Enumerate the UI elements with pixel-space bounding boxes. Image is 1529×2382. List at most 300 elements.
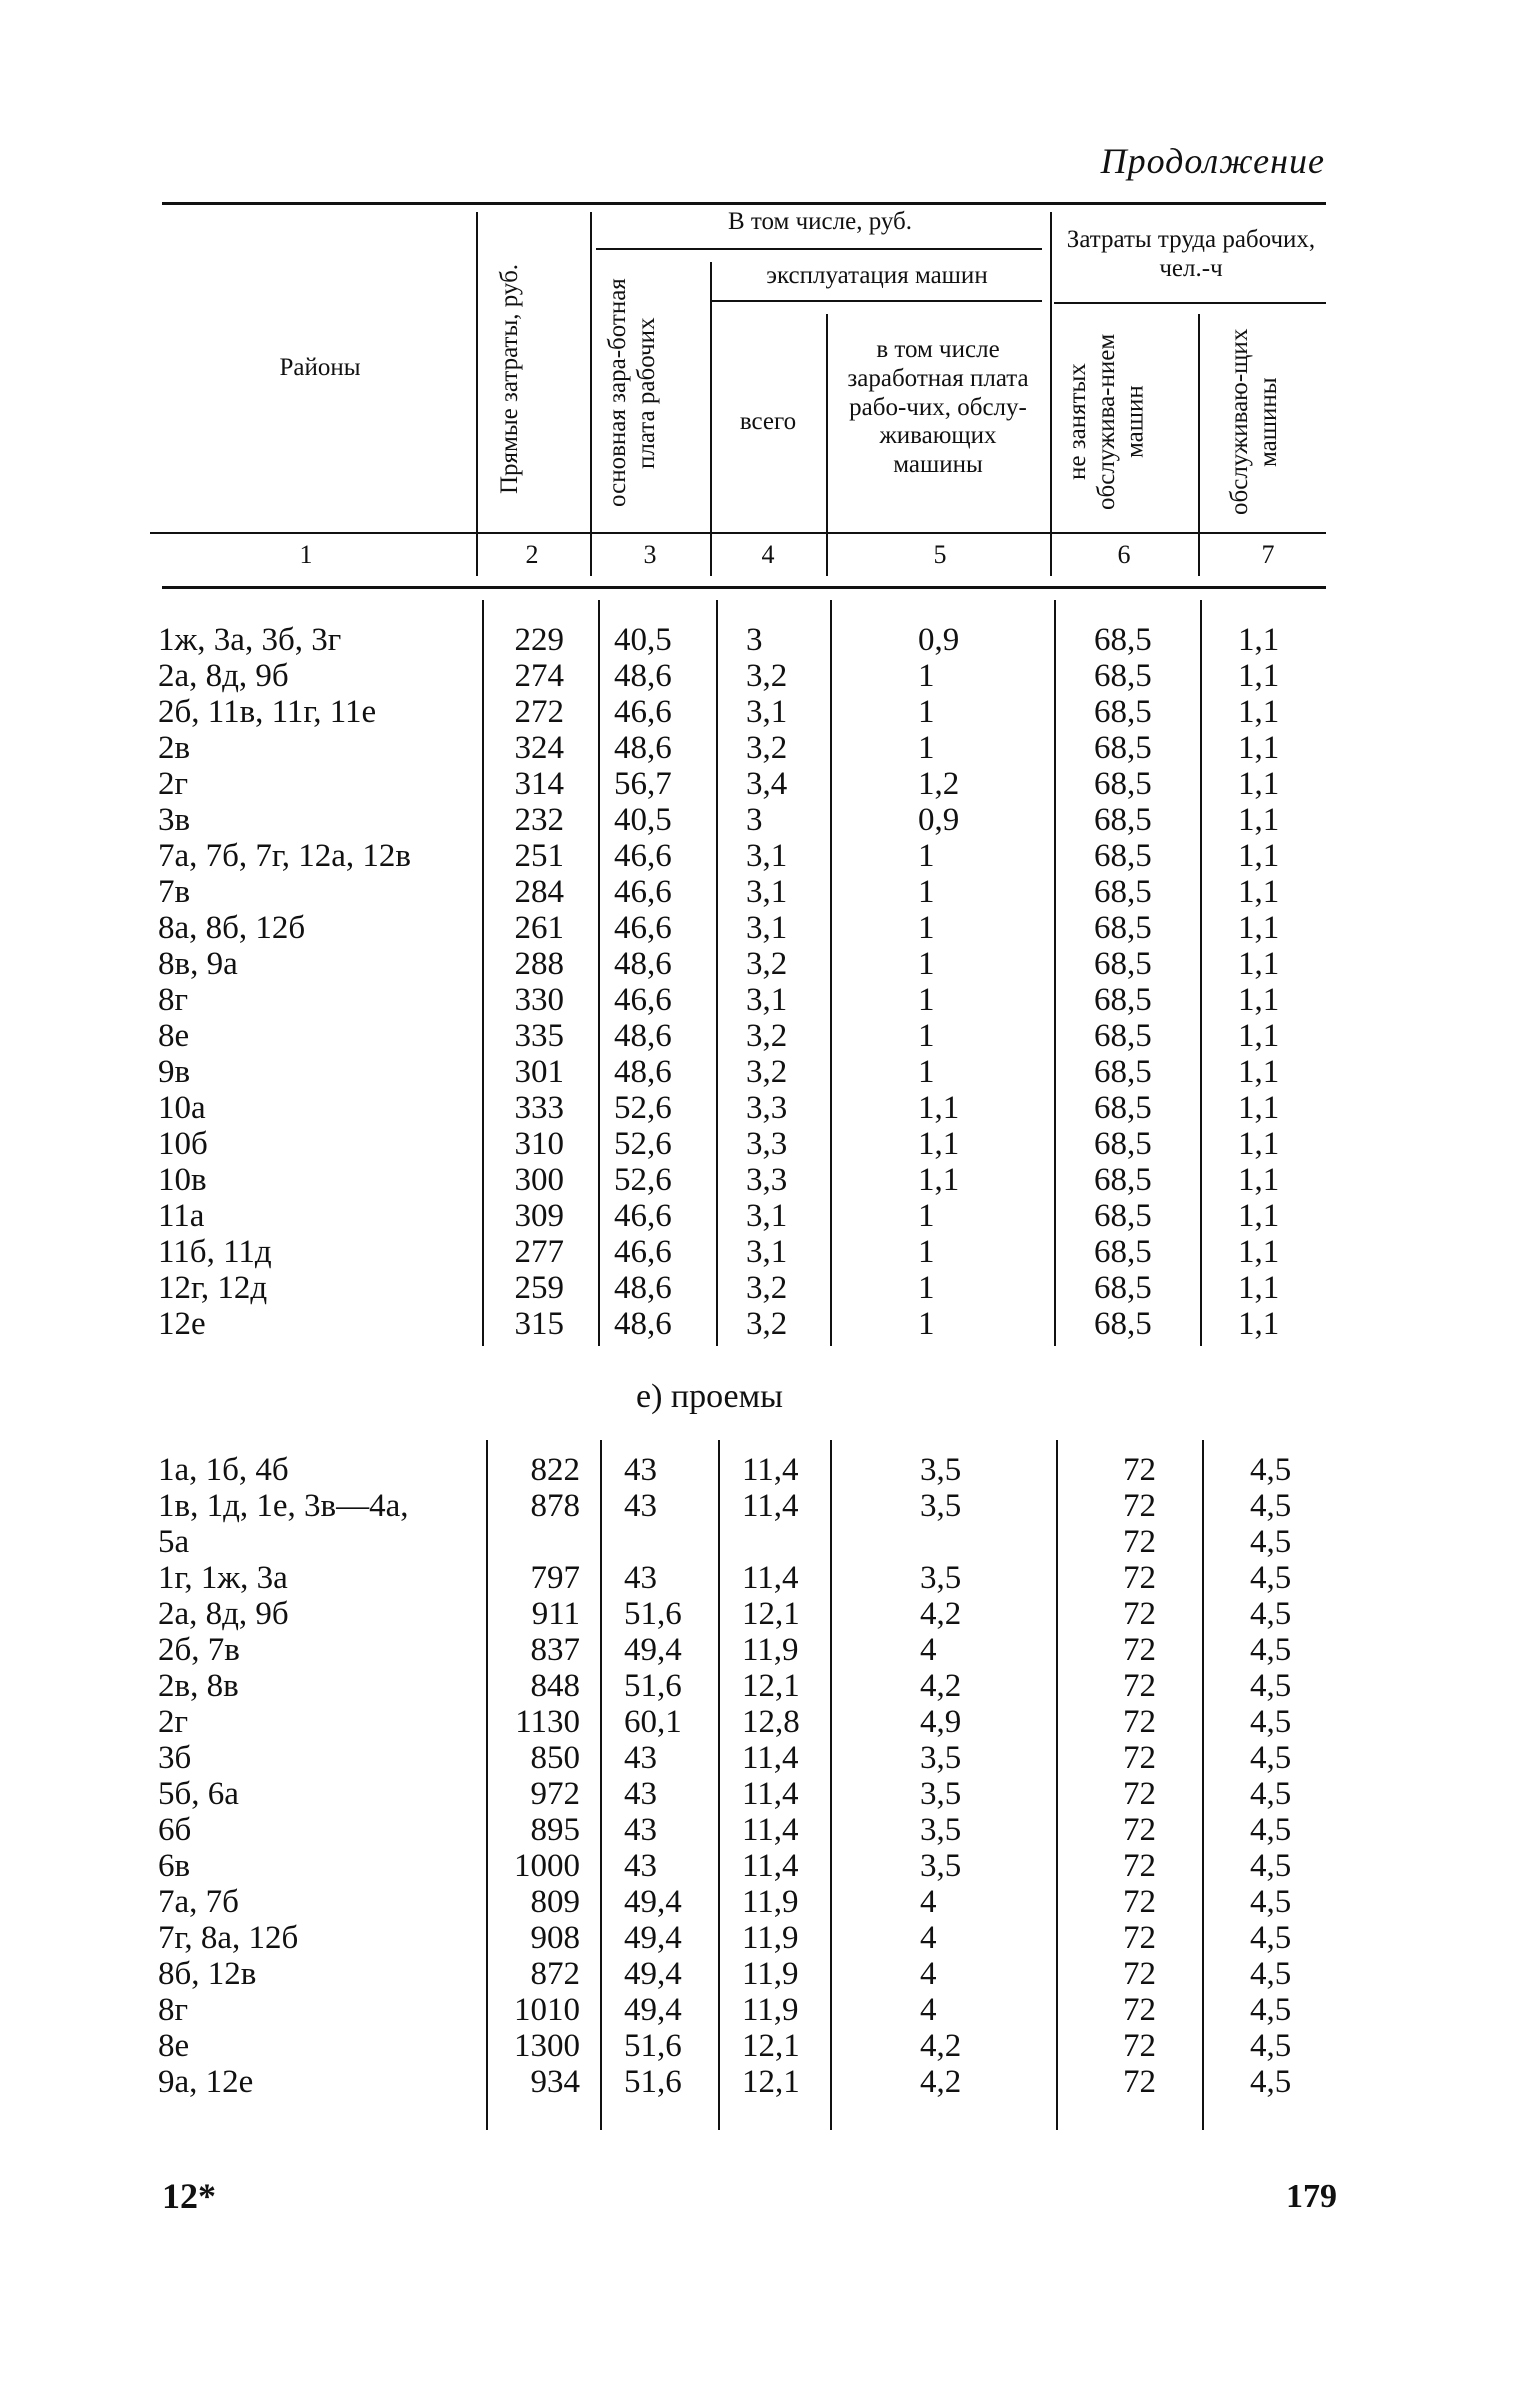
section2-vline-3 [718, 1440, 720, 2130]
table-cell: 1,1 [1238, 1018, 1280, 1054]
header-vline-1 [476, 212, 478, 576]
table-cell: 4,2 [920, 2028, 962, 2064]
column-number-1: 1 [299, 540, 313, 569]
table-cell: 12,8 [742, 1704, 800, 1740]
table-cell: 1010 [514, 1992, 580, 2028]
table-cell: 2а, 8д, 9б [158, 658, 289, 694]
section1-including-wages [918, 622, 959, 1342]
table-cell: 1,1 [1238, 1270, 1280, 1306]
labor-underline [1054, 302, 1326, 304]
table-cell: 310 [514, 1126, 564, 1162]
table-cell: 934 [530, 2064, 580, 2100]
table-cell: 4,5 [1250, 1596, 1292, 1632]
table-cell: 68,5 [1094, 1270, 1152, 1306]
table-cell: 43 [624, 1488, 657, 1524]
table-cell: 4 [920, 1920, 937, 1956]
table-cell: 12,1 [742, 2028, 800, 2064]
table-cell: 68,5 [1094, 838, 1152, 874]
table-cell: 52,6 [614, 1162, 672, 1198]
table-cell: 7а, 7б, 7г, 12а, 12в [158, 838, 411, 874]
table-cell: 848 [530, 1668, 580, 1704]
table-cell: 68,5 [1094, 946, 1152, 982]
table-cell: 3,1 [746, 838, 788, 874]
table-cell [742, 1524, 800, 1560]
table-cell: 49,4 [624, 1992, 682, 2028]
section2-labor-not-machines [1100, 1452, 1156, 2100]
section2-regions [158, 1452, 409, 2100]
header-vline-5 [1050, 212, 1052, 576]
table-cell: 7в [158, 874, 191, 910]
machine-total-header: всего [739, 408, 797, 435]
table-cell: 1 [918, 658, 935, 694]
table-cell: 51,6 [624, 1668, 682, 1704]
table-cell: 3,5 [920, 1488, 962, 1524]
table-cell: 43 [624, 1560, 657, 1596]
table-cell: 1,1 [1238, 1090, 1280, 1126]
machine-operation-header: эксплуатация машин [766, 262, 988, 289]
header-vline-3 [710, 262, 712, 576]
page-number: 179 [1286, 2178, 1337, 2215]
table-cell: 72 [1123, 2028, 1156, 2064]
section1-vline-1 [482, 600, 484, 1346]
section1-regions [158, 622, 411, 1342]
table-cell: 1,1 [1238, 1126, 1280, 1162]
table-cell: 11,9 [742, 1992, 799, 2028]
table-cell: 1,1 [1238, 766, 1280, 802]
header-bottom-rule [162, 586, 1326, 589]
table-cell: 1,1 [1238, 838, 1280, 874]
table-cell: 4,5 [1250, 1956, 1292, 1992]
table-cell: 288 [514, 946, 564, 982]
table-cell: 68,5 [1094, 874, 1152, 910]
table-cell: 1в, 1д, 1е, 3в—4а, [158, 1488, 409, 1524]
section2-direct-costs [496, 1452, 580, 2100]
table-cell: 68,5 [1094, 1198, 1152, 1234]
table-cell: 7а, 7б [158, 1884, 239, 1920]
table-cell: 0,9 [918, 802, 960, 838]
table-cell: 4,5 [1250, 1452, 1292, 1488]
table-cell: 1 [918, 694, 935, 730]
table-cell: 1а, 1б, 4б [158, 1452, 289, 1488]
table-cell: 1 [918, 1198, 935, 1234]
table-cell: 48,6 [614, 1306, 672, 1342]
column-number-2: 2 [525, 540, 539, 569]
table-cell: 6в [158, 1848, 191, 1884]
section2-base-wages [624, 1452, 682, 2100]
table-cell: 48,6 [614, 1054, 672, 1090]
table-cell: 8г [158, 982, 189, 1018]
column-number-7: 7 [1261, 540, 1275, 569]
table-cell: 3,2 [746, 1054, 788, 1090]
table-cell: 1 [918, 1054, 935, 1090]
table-cell: 3,2 [746, 1306, 788, 1342]
table-cell: 3,4 [746, 766, 788, 802]
table-cell: 1,1 [1238, 910, 1280, 946]
table-cell: 11а [158, 1198, 205, 1234]
table-cell: 40,5 [614, 802, 672, 838]
table-cell: 4,5 [1250, 2064, 1292, 2100]
section1-vline-5 [1054, 600, 1056, 1346]
table-cell: 5б, 6а [158, 1776, 239, 1812]
table-cell: 43 [624, 1848, 657, 1884]
table-cell: 822 [530, 1452, 580, 1488]
table-cell: 46,6 [614, 838, 672, 874]
top-rule [162, 202, 1326, 205]
table-cell: 2г [158, 1704, 189, 1740]
table-cell: 68,5 [1094, 910, 1152, 946]
table-cell: 12,1 [742, 1668, 800, 1704]
section2-vline-4 [830, 1440, 832, 2130]
table-cell: 72 [1123, 1668, 1156, 1704]
table-cell: 11б, 11д [158, 1234, 272, 1270]
table-cell: 300 [514, 1162, 564, 1198]
table-cell: 11,4 [742, 1560, 799, 1596]
table-cell: 2а, 8д, 9б [158, 1596, 289, 1632]
table-cell: 4,9 [920, 1704, 962, 1740]
table-cell: 9а, 12е [158, 2064, 254, 2100]
table-cell: 9в [158, 1054, 191, 1090]
table-cell: 11,9 [742, 1632, 799, 1668]
table-cell: 1,1 [1238, 1234, 1280, 1270]
table-cell: 72 [1123, 1956, 1156, 1992]
table-cell: 1г, 1ж, 3а [158, 1560, 288, 1596]
table-cell: 3,1 [746, 1198, 788, 1234]
column-number-3: 3 [643, 540, 657, 569]
table-cell: 11,4 [742, 1740, 799, 1776]
table-cell: 10в [158, 1162, 207, 1198]
table-cell: 4,5 [1250, 1524, 1292, 1560]
table-cell: 1 [918, 730, 935, 766]
table-cell: 4,2 [920, 1596, 962, 1632]
table-cell: 1 [918, 946, 935, 982]
table-cell [624, 1524, 682, 1560]
table-cell: 10б [158, 1126, 208, 1162]
table-cell: 68,5 [1094, 1126, 1152, 1162]
header-vline-2 [590, 212, 592, 576]
table-cell: 4,5 [1250, 1668, 1292, 1704]
section-title-openings: е) проемы [636, 1378, 783, 1415]
table-cell: 43 [624, 1812, 657, 1848]
table-cell: 68,5 [1094, 730, 1152, 766]
table-cell: 232 [514, 802, 564, 838]
table-cell: 1 [918, 838, 935, 874]
colnum-top-rule [150, 532, 1326, 534]
table-cell: 72 [1123, 1812, 1156, 1848]
table-cell: 52,6 [614, 1126, 672, 1162]
table-cell: 1300 [514, 2028, 580, 2064]
table-cell: 272 [514, 694, 564, 730]
including-wages-header: в том числе заработная плата рабо-чих, обслу-живающих машины [847, 336, 1029, 478]
table-cell: 72 [1123, 1848, 1156, 1884]
table-cell: 324 [514, 730, 564, 766]
table-cell: 56,7 [614, 766, 672, 802]
table-cell: 1,1 [1238, 694, 1280, 730]
continuation-label: Продолжение [1100, 141, 1325, 181]
machines-underline [712, 300, 1042, 302]
table-cell: 60,1 [624, 1704, 682, 1740]
table-cell: 72 [1123, 1920, 1156, 1956]
table-cell: 3,5 [920, 1776, 962, 1812]
section2-vline-2 [600, 1440, 602, 2130]
table-cell: 11,4 [742, 1452, 799, 1488]
not-machines-header: не занятых обслужива-нием машин [1064, 333, 1149, 511]
table-cell: 68,5 [1094, 658, 1152, 694]
table-cell: 0,9 [918, 622, 960, 658]
table-cell: 68,5 [1094, 802, 1152, 838]
table-cell: 72 [1123, 1704, 1156, 1740]
table-cell: 1 [918, 1234, 935, 1270]
signature-mark: 12* [162, 2176, 216, 2216]
table-cell: 1,1 [918, 1162, 960, 1198]
table-cell: 48,6 [614, 946, 672, 982]
table-cell: 3 [746, 622, 763, 658]
section1-labor-machines [1238, 622, 1279, 1342]
table-cell: 4 [920, 1884, 937, 1920]
column-number-6: 6 [1117, 540, 1131, 569]
table-cell: 3,5 [920, 1812, 962, 1848]
table-cell: 3,3 [746, 1090, 788, 1126]
table-cell: 4,5 [1250, 1812, 1292, 1848]
table-cell: 837 [530, 1632, 580, 1668]
table-cell: 4,5 [1250, 1488, 1292, 1524]
section1-vline-3 [716, 600, 718, 1346]
table-cell: 4 [920, 1632, 937, 1668]
table-cell: 274 [514, 658, 564, 694]
table-cell: 2г [158, 766, 189, 802]
table-cell: 43 [624, 1452, 657, 1488]
table-cell: 8а, 8б, 12б [158, 910, 306, 946]
table-cell: 51,6 [624, 2064, 682, 2100]
table-cell: 68,5 [1094, 1162, 1152, 1198]
table-cell: 229 [514, 622, 564, 658]
table-cell: 3,2 [746, 658, 788, 694]
table-cell: 261 [514, 910, 564, 946]
table-cell: 1,1 [1238, 658, 1280, 694]
table-cell: 3,5 [920, 1740, 962, 1776]
table-cell: 68,5 [1094, 694, 1152, 730]
table-cell: 1,1 [1238, 730, 1280, 766]
section1-vline-6 [1200, 600, 1202, 1346]
table-cell [920, 1524, 961, 1560]
column-number-4: 4 [761, 540, 775, 569]
table-cell: 1,1 [1238, 1306, 1280, 1342]
section1-machine-total [746, 622, 787, 1342]
section2-vline-6 [1202, 1440, 1204, 2130]
table-cell: 3б [158, 1740, 192, 1776]
table-cell: 4,5 [1250, 1560, 1292, 1596]
table-cell: 11,9 [742, 1920, 799, 1956]
table-cell: 1,1 [918, 1126, 960, 1162]
table-cell: 4,5 [1250, 1704, 1292, 1740]
table-cell: 4,5 [1250, 1884, 1292, 1920]
table-cell: 1 [918, 1306, 935, 1342]
table-cell: 72 [1123, 1488, 1156, 1524]
table-cell: 49,4 [624, 1920, 682, 1956]
table-cell: 3,5 [920, 1452, 962, 1488]
table-cell: 3,2 [746, 1270, 788, 1306]
regions-header: Районы [279, 354, 361, 381]
table-cell: 72 [1123, 1560, 1156, 1596]
table-cell: 46,6 [614, 1198, 672, 1234]
table-cell: 4,5 [1250, 1776, 1292, 1812]
table-cell: 8е [158, 2028, 190, 2064]
table-cell: 6б [158, 1812, 192, 1848]
table-cell: 8г [158, 1992, 189, 2028]
table-cell: 3,5 [920, 1560, 962, 1596]
table-cell: 1,1 [1238, 622, 1280, 658]
table-cell: 10а [158, 1090, 206, 1126]
table-cell: 809 [530, 1884, 580, 1920]
section1-base-wages [614, 622, 672, 1342]
table-cell: 3,2 [746, 730, 788, 766]
table-cell: 2в [158, 730, 191, 766]
table-cell: 4,2 [920, 2064, 962, 2100]
table-cell: 72 [1123, 1992, 1156, 2028]
table-cell: 277 [514, 1234, 564, 1270]
table-cell: 1,1 [918, 1090, 960, 1126]
direct-costs-header: Прямые затраты, руб. [496, 263, 523, 495]
table-cell: 1130 [515, 1704, 580, 1740]
table-cell: 3,1 [746, 982, 788, 1018]
table-cell: 11,9 [742, 1884, 799, 1920]
table-cell: 3,1 [746, 874, 788, 910]
table-cell: 5а [158, 1524, 190, 1560]
table-cell: 4,5 [1250, 1992, 1292, 2028]
table-cell: 4 [920, 1992, 937, 2028]
table-cell: 3,3 [746, 1126, 788, 1162]
header-vline-6 [1198, 314, 1200, 576]
table-cell: 3,1 [746, 910, 788, 946]
table-cell: 333 [514, 1090, 564, 1126]
base-wages-header: основная зара-ботная плата рабочих [604, 278, 660, 508]
table-cell: 40,5 [614, 622, 672, 658]
table-cell: 4,5 [1250, 1848, 1292, 1884]
table-cell: 68,5 [1094, 1054, 1152, 1090]
table-cell: 3 [746, 802, 763, 838]
table-cell: 1,2 [918, 766, 960, 802]
table-cell: 259 [514, 1270, 564, 1306]
table-cell: 4 [920, 1956, 937, 1992]
table-cell: 7г, 8а, 12б [158, 1920, 299, 1956]
table-cell: 4,5 [1250, 1632, 1292, 1668]
table-cell: 251 [514, 838, 564, 874]
table-cell: 1ж, 3а, 3б, 3г [158, 622, 342, 658]
table-cell: 68,5 [1094, 1090, 1152, 1126]
table-cell: 11,4 [742, 1776, 799, 1812]
table-cell: 3,1 [746, 694, 788, 730]
table-cell: 2в, 8в [158, 1668, 239, 1704]
table-cell: 48,6 [614, 658, 672, 694]
table-cell [496, 1524, 580, 1560]
table-cell: 4,2 [920, 1668, 962, 1704]
table-cell: 46,6 [614, 1234, 672, 1270]
header-vline-4 [826, 314, 828, 576]
table-cell: 1 [918, 910, 935, 946]
table-cell: 330 [514, 982, 564, 1018]
table-cell: 1,1 [1238, 802, 1280, 838]
table-cell: 12г, 12д [158, 1270, 268, 1306]
table-cell: 878 [530, 1488, 580, 1524]
table-cell: 48,6 [614, 1270, 672, 1306]
table-cell: 51,6 [624, 2028, 682, 2064]
labor-costs-header: Затраты труда рабочих, чел.-ч [1066, 226, 1316, 282]
table-cell: 46,6 [614, 982, 672, 1018]
table-cell: 46,6 [614, 910, 672, 946]
table-cell: 49,4 [624, 1632, 682, 1668]
table-cell: 911 [531, 1596, 580, 1632]
table-cell: 8е [158, 1018, 190, 1054]
section1-direct-costs [496, 622, 564, 1342]
table-cell: 11,4 [742, 1812, 799, 1848]
table-cell: 309 [514, 1198, 564, 1234]
table-cell: 8в, 9а [158, 946, 238, 982]
table-cell: 46,6 [614, 874, 672, 910]
section2-vline-1 [486, 1440, 488, 2130]
table-cell: 1,1 [1238, 1162, 1280, 1198]
table-cell: 1 [918, 1270, 935, 1306]
table-cell: 3,2 [746, 946, 788, 982]
table-cell: 3,3 [746, 1162, 788, 1198]
table-cell: 8б, 12в [158, 1956, 257, 1992]
table-cell: 72 [1123, 1776, 1156, 1812]
table-cell: 1,1 [1238, 1198, 1280, 1234]
table-cell: 68,5 [1094, 1234, 1152, 1270]
table-cell: 797 [530, 1560, 580, 1596]
section2-labor-machines [1250, 1452, 1291, 2100]
table-cell: 43 [624, 1740, 657, 1776]
table-cell: 1 [918, 874, 935, 910]
table-cell: 72 [1123, 1740, 1156, 1776]
machine-workers-header: обслуживаю-щих машины [1226, 328, 1282, 516]
table-cell: 12е [158, 1306, 206, 1342]
table-cell: 895 [530, 1812, 580, 1848]
table-cell: 49,4 [624, 1956, 682, 1992]
table-cell: 301 [514, 1054, 564, 1090]
section2-machine-total [742, 1452, 800, 2100]
table-cell: 2б, 7в [158, 1632, 240, 1668]
table-cell: 12,1 [742, 2064, 800, 2100]
table-cell: 68,5 [1094, 982, 1152, 1018]
table-cell: 1000 [514, 1848, 580, 1884]
table-cell: 72 [1123, 1596, 1156, 1632]
table-cell: 72 [1123, 1884, 1156, 1920]
table-cell: 72 [1123, 1632, 1156, 1668]
table-cell: 4,5 [1250, 1740, 1292, 1776]
table-cell: 11,9 [742, 1956, 799, 1992]
table-cell: 4,5 [1250, 2028, 1292, 2064]
table-cell: 52,6 [614, 1090, 672, 1126]
table-cell: 12,1 [742, 1596, 800, 1632]
table-cell: 49,4 [624, 1884, 682, 1920]
table-cell: 68,5 [1094, 622, 1152, 658]
table-cell: 3,2 [746, 1018, 788, 1054]
table-cell: 1 [918, 1018, 935, 1054]
table-cell: 284 [514, 874, 564, 910]
table-cell: 872 [530, 1956, 580, 1992]
section2-including-wages [920, 1452, 961, 2100]
section1-vline-2 [598, 600, 600, 1346]
table-cell: 1,1 [1238, 982, 1280, 1018]
table-cell: 1,1 [1238, 946, 1280, 982]
table-cell: 4,5 [1250, 1920, 1292, 1956]
table-cell: 850 [530, 1740, 580, 1776]
table-cell: 51,6 [624, 1596, 682, 1632]
section1-vline-4 [830, 600, 832, 1346]
table-cell: 68,5 [1094, 766, 1152, 802]
table-cell: 72 [1123, 2064, 1156, 2100]
including-underline [596, 248, 1042, 250]
table-cell: 1 [918, 982, 935, 1018]
